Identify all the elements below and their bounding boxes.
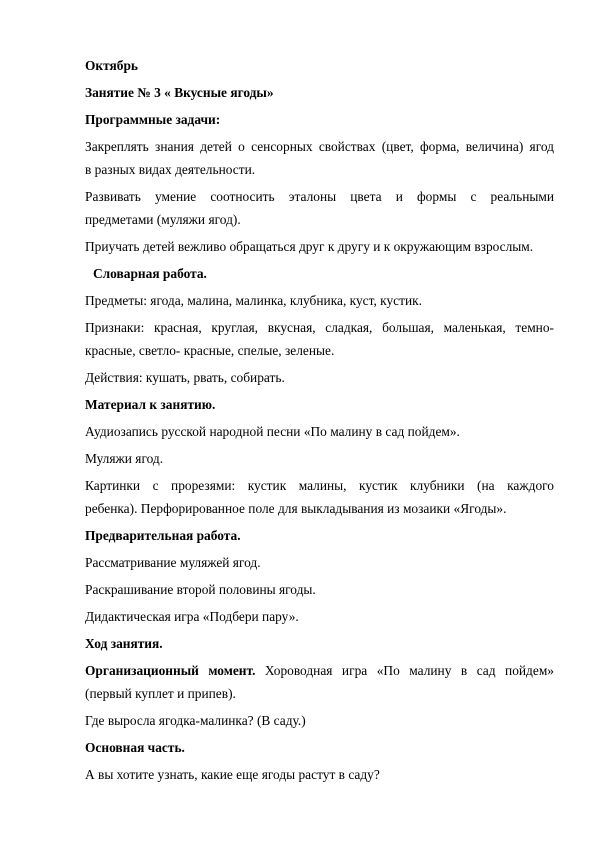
prep-item: Рассматривание муляжей ягод. <box>85 555 261 570</box>
org-moment-label: Организационный момент. <box>85 663 256 678</box>
main-part-heading: Основная часть. <box>85 740 185 755</box>
task3: Приучать детей вежливо обращаться друг к другу и к окружающим взрослым. <box>85 239 534 254</box>
prep-item: Раскрашивание второй половины ягоды. <box>85 582 316 597</box>
material-models: Муляжи ягод. <box>85 451 164 466</box>
task2-line1: Развивать умение соотносить эталоны цвета и формы с реальными <box>85 189 554 204</box>
material-pictures-line2: ребенка). Перфорированное поле для выкладывания из мозаики «Ягоды». <box>85 501 507 516</box>
question-text: Где выросла ягодка-малинка? (В саду.) <box>85 713 306 728</box>
material-pictures-line1: Картинки с прорезями: кустик малины, кустик клубники (на каждого <box>85 478 554 493</box>
main-question: А вы хотите узнать, какие еще ягоды растут в саду? <box>85 767 380 782</box>
org-moment-line2: (первый куплет и припев). <box>85 686 236 701</box>
material-audio: Аудиозапись русской народной песни «По малину в сад пойдем». <box>85 424 460 439</box>
vocab-signs-line1: Признаки: красная, круглая, вкусная, сладкая, большая, маленькая, темно- <box>85 320 554 335</box>
prep-item: Дидактическая игра «Подбери пару». <box>85 609 299 624</box>
material-heading: Материал к занятию. <box>85 397 216 412</box>
task1-line2: в разных видах деятельности. <box>85 162 256 177</box>
prep-heading: Предварительная работа. <box>85 528 241 543</box>
org-moment-line1 <box>85 663 554 679</box>
tasks-heading: Программные задачи: <box>85 112 221 127</box>
task1-line1: Закреплять знания детей о сенсорных свойствах (цвет, форма, величина) ягод <box>85 139 554 154</box>
org-moment-text: Хороводная игра «По малину в сад пойдем» <box>255 663 554 678</box>
vocab-actions: Действия: кушать, рвать, собирать. <box>85 370 285 385</box>
course-heading: Ход занятия. <box>85 636 163 651</box>
vocab-heading: Словарная работа. <box>93 266 207 281</box>
vocab-objects: Предметы: ягода, малина, малинка, клубника, куст, кустик. <box>85 293 422 308</box>
task2-line2: предметами (муляжи ягод). <box>85 212 241 227</box>
month-heading: Октябрь <box>85 58 139 73</box>
lesson-title: Занятие № 3 « Вкусные ягоды» <box>85 85 274 100</box>
vocab-signs-line2: красные, светло- красные, спелые, зеленые. <box>85 343 335 358</box>
